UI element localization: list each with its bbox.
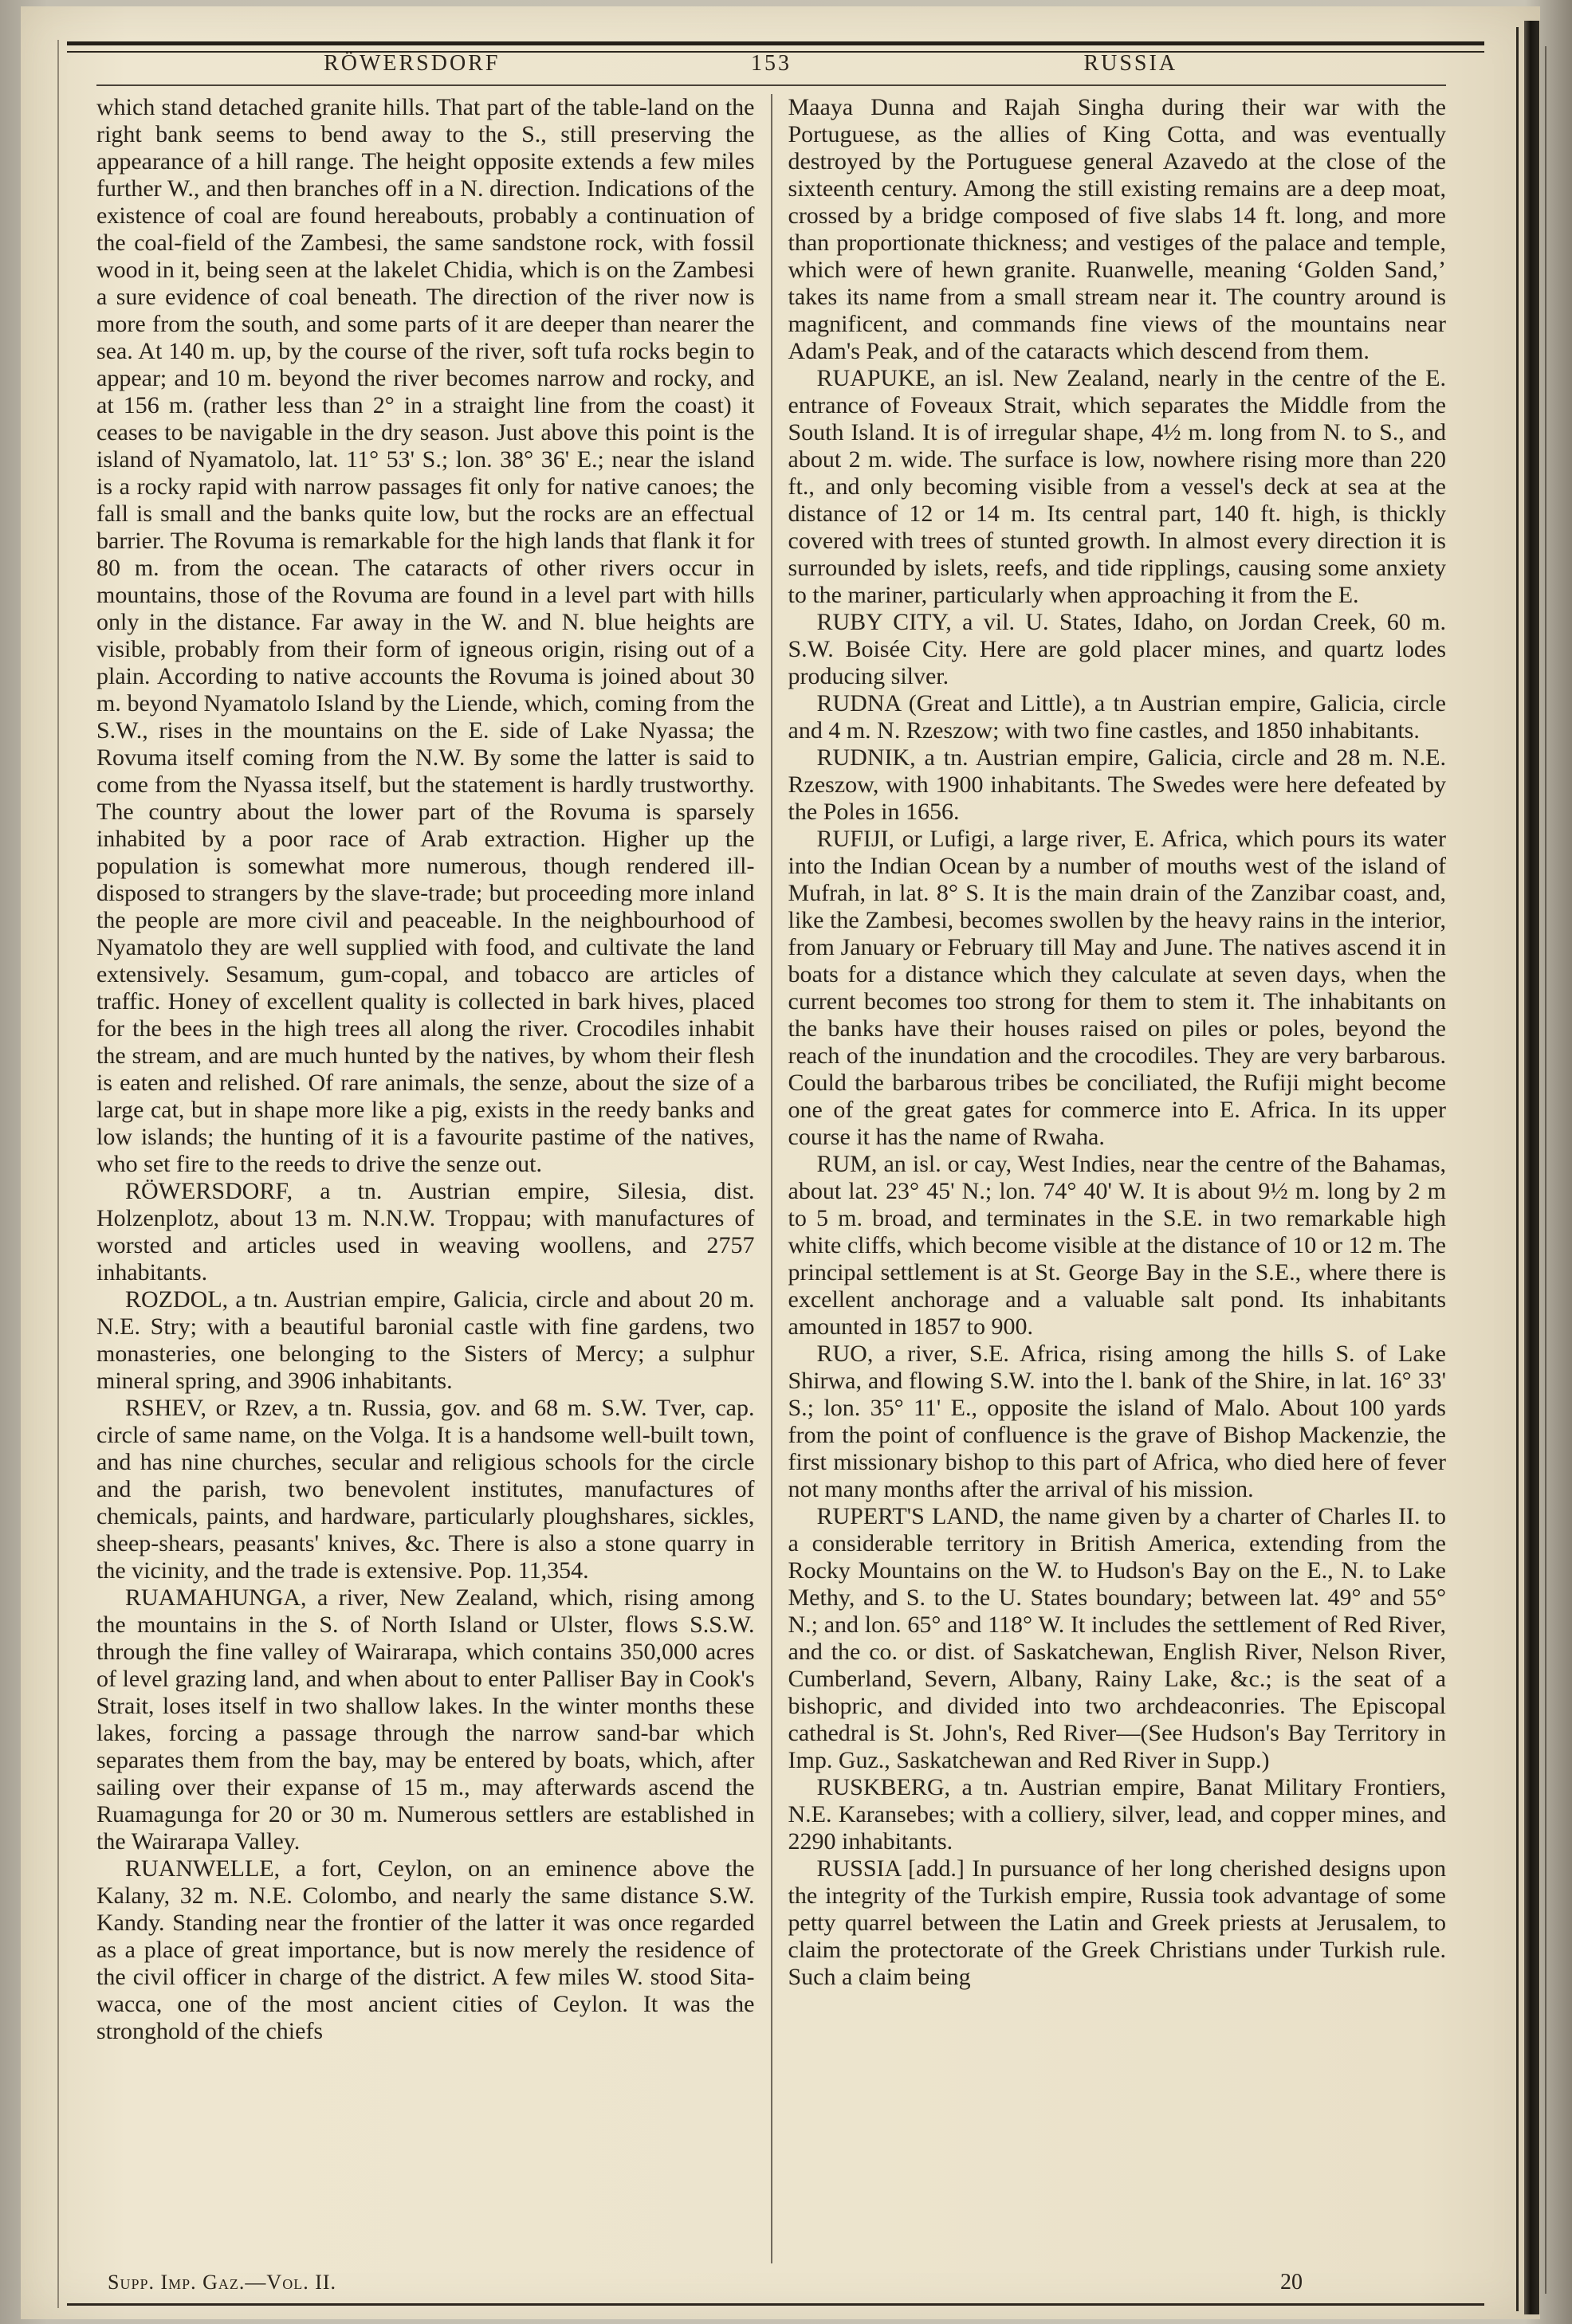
running-head-left: RÖWERSDORF bbox=[324, 51, 501, 76]
entry-rshev: RSHEV, or Rzev, a tn. Russia, gov. and 68 m. S.W. Tver, cap. circle of same name, on the Volga. It is a handsome well-built town, and has nine churches, secular and religious schools for the circle and the parish, two benevolent institutes, manufactures of chemicals, paints, and hardware, particularly ploughshares, sickles, sheep-shears, peasants' knives, &c. There is also a stone quarry in the vicinity, and the trade is extensive. Pop. 11,354. bbox=[96, 1395, 755, 1584]
running-head-right: RUSSIA bbox=[1083, 51, 1178, 76]
right-column bbox=[772, 94, 1447, 2263]
entry-ruperts-land: RUPERT'S LAND, the name given by a charter of Charles II. to a considerable territory in British America, extending from the Rocky Mountains on the W. to Hudson's Bay on the E., N. to Lake Methy, and S. to the U. States boundary; between lat. 49° and 55° N.; and lon. 65° and 118° W. It includes the settlement of Red River, and the co. or dist. of Saskatchewan, English River, Nelson River, Cumberland, Severn, Albany, Rainy Lake, &c.; is the seat of a bishopric, and divided into two archdeaconries. The Episcopal cathedral is St. John's, Red River—(See Hudson's Bay Territory in Imp. Guz., Saskatchewan and Red River in Supp.) bbox=[788, 1503, 1446, 1773]
entry-rudnik: RUDNIK, a tn. Austrian empire, Galicia, circle and 28 m. N.E. Rzeszow, with 1900 inhabitants. The Swedes were here defeated by the Poles in 1656. bbox=[788, 744, 1446, 825]
continuation-paragraph: Maaya Dunna and Rajah Singha during their war with the Portuguese, as the allies of King Cotta, and was eventually destroyed by the Portuguese general Azavedo at the close of the sixteenth century. Among the still existing remains are a deep moat, crossed by a bridge composed of five slabs 14 ft. long, and more than proportionate thickness; and vestiges of the palace and temple, which were of hewn granite. Ruanwelle, meaning ‘Golden Sand,’ takes its name from a small stream near it. The country around is magnificent, and commands fine views of the mountains near Adam's Peak, and of the cataracts which descend from them. bbox=[788, 94, 1446, 364]
entry-russia: RUSSIA [add.] In pursuance of her long cherished designs upon the integrity of the Turkish empire, Russia took advantage of some petty quarrel between the Latin and Greek priests at Jerusalem, to claim the protectorate of the Greek Christians under Turkish rule. Such a claim being bbox=[788, 1855, 1446, 1990]
entry-ruapuke: RUAPUKE, an isl. New Zealand, nearly in the centre of the E. entrance of Foveaux Strait, which separates the Middle from the South Island. It is of irregular shape, 4½ m. long from N. to S., and about 2 m. wide. The surface is low, nowhere rising more than 220 ft., and only becoming visible from a vessel's deck at sea at the distance of 12 or 14 m. Its central part, 140 ft. high, is thickly covered with trees of stunted growth. In almost every direction it is surrounded by islets, reefs, and tide ripplings, causing some anxiety to the mariner, particularly when approaching it from the E. bbox=[788, 365, 1446, 608]
top-rule-thick bbox=[67, 41, 1484, 45]
page-paper bbox=[21, 6, 1540, 2319]
page-footer bbox=[96, 2263, 1446, 2297]
entry-ruskberg: RUSKBERG, a tn. Austrian empire, Banat Military Frontiers, N.E. Karansebes; with a colliery, silver, lead, and copper mines, and 2290 inhabitants. bbox=[788, 1774, 1446, 1855]
entry-rufiji: RUFIJI, or Lufigi, a large river, E. Africa, which pours its water into the Indian Ocean by a number of mouths west of the island of Mufrah, in lat. 8° S. It is the main drain of the Zanzibar coast, and, like the Zambesi, becomes swollen by the heavy rains in the interior, from January or February till May and June. The natives ascend it in boats for a distance which they calculate at seven days, when the current becomes too strong for them to stem it. The inhabitants on the banks have their houses raised on piles or poles, beyond the reach of the inundation and the crocodiles. They are very barbarous. Could the barbarous tribes be conciliated, the Rufiji might become one of the great gates for commerce into E. Africa. In its upper course it has the name of Rwaha. bbox=[788, 826, 1446, 1150]
entry-ruamahunga: RUAMAHUNGA, a river, New Zealand, which, rising among the mountains in the S. of North Island or Ulster, flows S.S.W. through the fine valley of Wairarapa, which contains 350,000 acres of level grazing land, and when about to enter Palliser Bay in Cook's Strait, loses itself in two shallow lakes. In the winter months these lakes, forcing a passage through the narrow sand-bar which separates them from the bay, may be entered by boats, which, after sailing over their expanse of 15 m., may afterwards ascend the Ruamagunga for 20 or 30 m. Numerous settlers are established in the Wairarapa Valley. bbox=[96, 1584, 755, 1855]
entry-rum: RUM, an isl. or cay, West Indies, near the centre of the Bahamas, about lat. 23° 45' N.; lon. 74° 40' W. It is about 9½ m. long by 2 m to 5 m. broad, and terminates in the S.E. in two remarkable high white cliffs, which become visible at the distance of 10 or 12 m. The principal settlement is at St. George Bay in the S.E., where there is excellent anchorage and a valuable salt pond. Its inhabitants amounted in 1857 to 900. bbox=[788, 1151, 1446, 1340]
entry-ruby-city: RUBY CITY, a vil. U. States, Idaho, on Jordan Creek, 60 m. S.W. Boisée City. Here are gold placer mines, and quartz lodes producing silver. bbox=[788, 609, 1446, 689]
continuation-paragraph: which stand detached granite hills. That part of the table-land on the right bank seems to bend away to the S., still preserving the appearance of a hill range. The height opposite extends a few miles further W., and then branches off in a N. direction. Indications of the existence of coal are found hereabouts, probably a continuation of the coal-field of the Zambesi, the same sandstone rock, with fossil wood in it, being seen at the lakelet Chidia, which is on the Zambesi a sure evidence of coal beneath. The direction of the river now is more from the south, and some parts of it are deeper than nearer the sea. At 140 m. up, by the course of the river, soft tufa rocks begin to appear; and 10 m. beyond the river becomes narrow and rocky, and at 156 m. (rather less than 2° in a straight line from the coast) it ceases to be navigable in the dry season. Just above this point is the island of Nyamatolo, lat. 11° 53' S.; lon. 38° 36' E.; near the island is a rocky rapid with narrow passages fit only for native canoes; the fall is small and the banks quite low, but the rocks are an effectual barrier. The Rovuma is remarkable for the high lands that flank it for 80 m. from the ocean. The cataracts of other rivers occur in mountains, those of the Rovuma are found in a level part with hills only in the distance. Far away in the W. and N. blue heights are visible, probably from their form of igneous origin, rising out of a plain. According to native accounts the Rovuma is joined about 30 m. beyond Nyamatolo Island by the Liende, which, coming from the S.W., rises in the mountains on the E. side of Lake Nyassa; the Rovuma itself coming from the N.W. By some the latter is said to come from the Nyassa itself, but the statement is hardly trustworthy. The country about the lower part of the Rovuma is sparsely inhabited by a poor race of Arab extraction. Higher up the population is somewhat more numerous, though rendered ill-disposed to strangers by the slave-trade; but proceeding more inland the people are more civil and peaceable. In the neighbourhood of Nyamatolo they are well supplied with food, and cultivate the land extensively. Sesamum, gum-copal, and tobacco are articles of traffic. Honey of excellent quality is collected in bark hives, placed for the bees in the high trees all along the river. Crocodiles inhabit the stream, and are much hunted by the natives, by whom their flesh is eaten and relished. Of rare animals, the senze, about the size of a large cat, but in shape more like a pig, exists in the reedy banks and low islands; the hunting of it is a favourite pastime of the natives, who set fire to the reeds to drive the senze out. bbox=[96, 94, 755, 1177]
left-margin-rule bbox=[57, 40, 59, 2308]
entry-rowersdorf: RÖWERSDORF, a tn. Austrian empire, Silesia, dist. Holzenplotz, about 13 m. N.N.W. Troppau; with manufactures of worsted and articles used in weaving woollens, and 2757 inhabitants. bbox=[96, 1178, 755, 1286]
header-rule bbox=[96, 84, 1446, 86]
imprint-note: Supp. Imp. Gaz.—Vol. II. bbox=[108, 2271, 337, 2294]
running-head bbox=[96, 51, 1446, 77]
page-edge-shadow-band bbox=[1524, 21, 1539, 2314]
page-content bbox=[96, 51, 1446, 2297]
page-edge-line bbox=[1516, 27, 1519, 2311]
entry-ruanwelle: RUANWELLE, a fort, Ceylon, on an eminence above the Kalany, 32 m. N.E. Colombo, and nearly the same distance S.W. Kandy. Standing near the frontier of the latter it was once regarded as a place of great importance, but is now merely the residence of the civil officer in charge of the district. A few miles W. stood Sita-wacca, one of the most ancient cities of Ceylon. It was the stronghold of the chiefs bbox=[96, 1855, 755, 2044]
left-column bbox=[96, 94, 771, 2263]
entry-rozdol: ROZDOL, a tn. Austrian empire, Galicia, circle and about 20 m. N.E. Stry; with a beautiful baronial castle with fine gardens, two monasteries, one belonging to the Sisters of Mercy; a sulphur mineral spring, and 3906 inhabitants. bbox=[96, 1286, 755, 1394]
page-edge-line-outer bbox=[1545, 46, 1546, 2294]
sheet-signature: 20 bbox=[1280, 2270, 1303, 2295]
entry-ruo: RUO, a river, S.E. Africa, rising among the hills S. of Lake Shirwa, and flowing S.W. into the l. bank of the Shire, in lat. 16° 33' S.; lon. 35° 11' E., opposite the island of Malo. About 100 yards from the point of confluence is the grave of Bishop Mackenzie, the first missionary bishop to this part of Africa, who died here of fever not many months after the arrival of his mission. bbox=[788, 1341, 1446, 1502]
bottom-rule bbox=[67, 2303, 1484, 2306]
text-columns bbox=[96, 94, 1446, 2263]
entry-rudna: RUDNA (Great and Little), a tn Austrian empire, Galicia, circle and 4 m. N. Rzeszow; with two fine castles, and 1850 inhabitants. bbox=[788, 690, 1446, 744]
page-number: 153 bbox=[751, 51, 792, 76]
